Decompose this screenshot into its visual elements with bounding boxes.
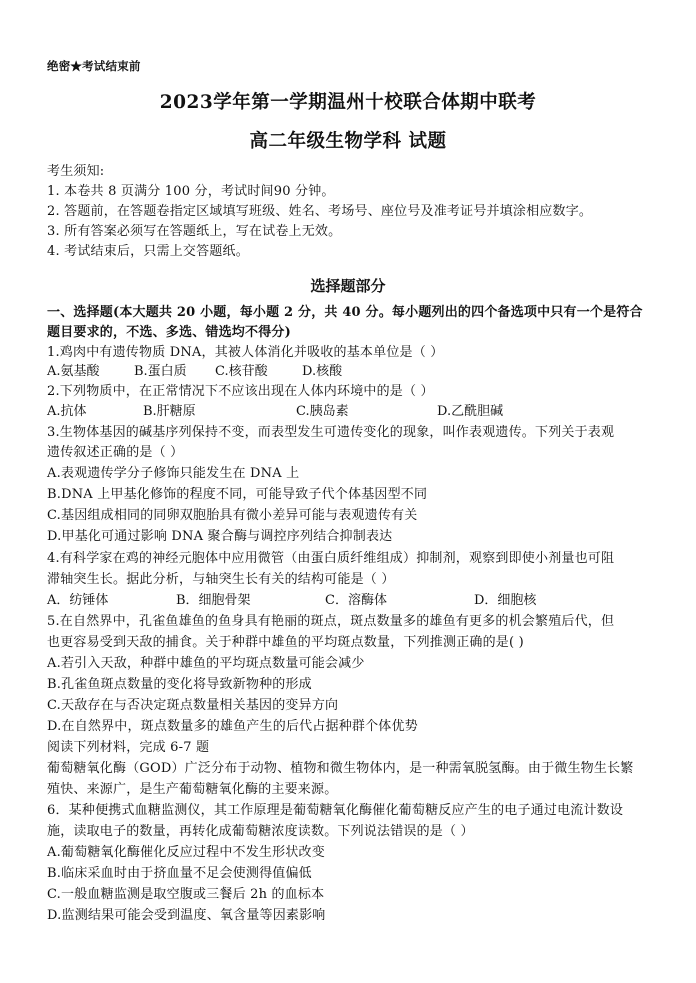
option: B.蛋白质 [134,364,187,379]
question-1-stem: 1.鸡肉中有遗传物质 DNA，其被人体消化并吸收的基本单位是（ ） [47,345,444,360]
option: B.临床采血时由于挤血量不足会使测得值偏低 [47,866,312,881]
secret-label: 绝密★考试结束前 [47,59,141,73]
notice-item: 1. 本卷共 8 页满分 100 分，考试时间90 分钟。 [47,184,335,199]
option: B.DNA 上甲基化修饰的程度不同，可能导致子代个体基因型不同 [47,487,428,502]
option: D．细胞核 [474,593,537,608]
option: D.核酸 [302,364,343,379]
option: A.抗体 [47,404,87,419]
option: C.基因组成相同的同卵双胞胎具有微小差异可能与表观遗传有关 [47,508,418,523]
section-title: 选择题部分 [310,277,386,295]
option: C.核苷酸 [215,364,268,379]
exam-subtitle: 高二年级生物学科 试题 [249,131,447,152]
instructions-line: 一、选择题(本大题共 20 小题，每小题 2 分，共 40 分。每小题列出的四个备选项中只有一个是符合 [47,305,643,320]
option: C.一般血糖监测是取空腹或三餐后 2h 的血标本 [47,887,325,902]
exam-title: 2023学年第一学期温州十校联合体期中联考 [159,92,537,113]
question-4-stem: 滞轴突生长。据此分析，与轴突生长有关的结构可能是（ ） [47,572,395,587]
option: B.孔雀鱼斑点数量的变化将导致新物种的形成 [47,677,312,692]
option: C.天敌存在与否决定斑点数量相关基因的变异方向 [47,698,339,713]
question-6-stem: 6．某种便携式血糖监测仪，其工作原理是葡萄糖氧化酶催化葡萄糖反应产生的电子通过电流计数设 [47,803,624,818]
option: A．纺锤体 [47,593,109,608]
option: C.胰岛素 [296,404,349,419]
material-text: 殖快、来源广，是生产葡萄糖氧化酶的主要来源。 [47,782,338,797]
question-6-stem: 施，读取电子的数量，再转化成葡萄糖浓度读数。下列说法错误的是（ ） [47,824,474,839]
question-5-stem: 也更容易受到天敌的捕食。关于种群中雄鱼的平均斑点数量，下列推测正确的是( ) [47,635,524,650]
option: A.葡萄糖氧化酶催化反应过程中不发生形状改变 [47,845,325,860]
notice-heading: 考生须知: [47,164,105,179]
instructions-line: 题目要求的，不选、多选、错选均不得分) [47,325,291,340]
notice-item: 4. 考试结束后，只需上交答题纸。 [47,244,249,259]
option: A.氨基酸 [47,364,100,379]
option: D.监测结果可能会受到温度、氧含量等因素影响 [47,908,326,923]
option: B.肝糖原 [143,404,196,419]
material-text: 葡萄糖氧化酶（GOD）广泛分布于动物、植物和微生物体内，是一种需氧脱氢酶。由于微生物生长繁 [47,761,634,776]
notice-item: 2. 答题前，在答题卷指定区域填写班级、姓名、考场号、座位号及准考证号并填涂相应数字。 [47,204,593,219]
question-3-stem: 遗传叙述正确的是（ ） [47,445,184,460]
option: C．溶酶体 [325,593,387,608]
question-2-stem: 2.下列物质中，在正常情况下不应该出现在人体内环境中的是（ ） [47,384,434,399]
question-5-stem: 5.在自然界中，孔雀鱼雄鱼的鱼身具有艳丽的斑点，斑点数量多的雄鱼有更多的机会繁殖后代，但 [47,614,615,629]
option: D.乙酰胆碱 [437,404,504,419]
material-intro: 阅读下列材料，完成 6-7 题 [47,740,210,755]
question-4-stem: 4.有科学家在鸡的神经元胞体中应用微管（由蛋白质纤维组成）抑制剂，观察到即使小剂量也可阻 [47,551,615,566]
notice-item: 3. 所有答案必须写在答题纸上，写在试卷上无效。 [47,224,342,239]
option: D.在自然界中，斑点数量多的雄鱼产生的后代占据种群个体优势 [47,719,418,734]
option: A.表观遗传学分子修饰只能发生在 DNA 上 [47,466,300,481]
question-3-stem: 3.生物体基因的碱基序列保持不变，而表型发生可遗传变化的现象，叫作表观遗传。下列关于表观 [47,425,615,440]
option: A.若引入天敌，种群中雄鱼的平均斑点数量可能会减少 [47,656,365,671]
option: B．细胞骨架 [176,593,251,608]
option: D.甲基化可通过影响 DNA 聚合酶与调控序列结合抑制表达 [47,529,393,544]
